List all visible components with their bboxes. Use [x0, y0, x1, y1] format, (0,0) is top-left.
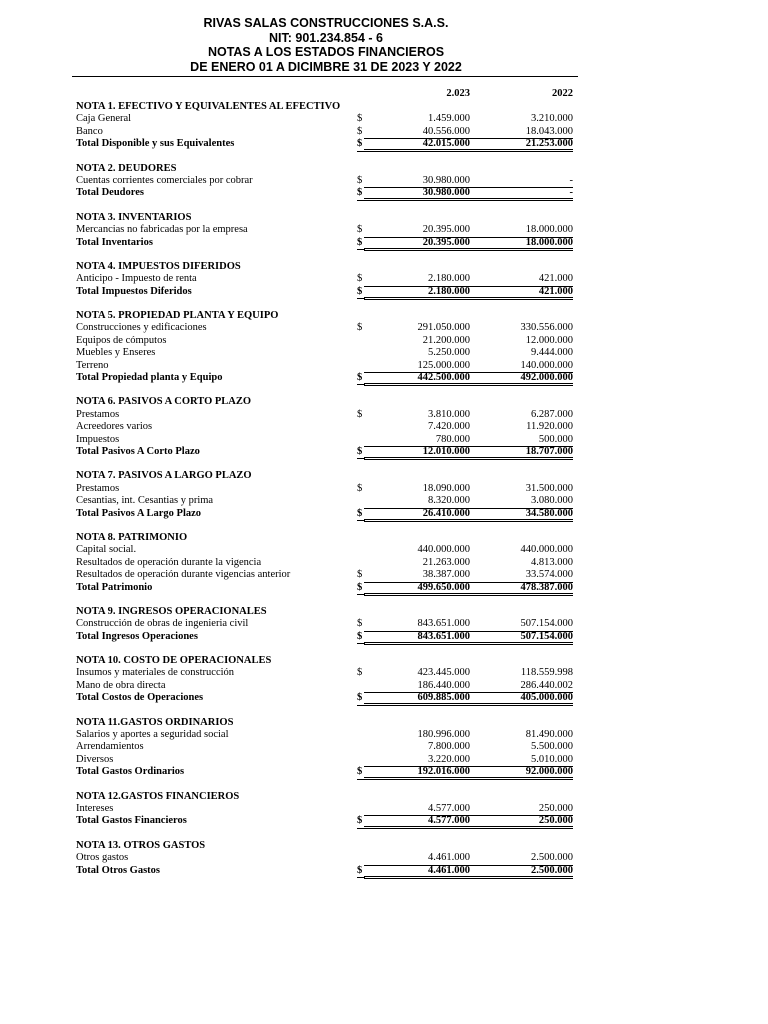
total-row [0, 286, 768, 298]
currency-symbol: $ [357, 138, 365, 151]
line-item-row [0, 126, 768, 138]
document-period: DE ENERO 01 A DICIMBRE 31 DE 2023 Y 2022 [190, 59, 462, 74]
line-item-row [0, 335, 768, 347]
note-title-row [0, 101, 768, 113]
note-section [0, 310, 768, 384]
total-label: Total Deudores [76, 187, 144, 199]
note-title: NOTA 6. PASIVOS A CORTO PLAZO [76, 396, 252, 408]
amount-2023: 21.200.000 [422, 334, 470, 346]
currency-symbol: $ [357, 408, 363, 420]
amount-2023: 4.577.000 [364, 815, 470, 829]
amount-2022: - [467, 187, 573, 201]
note-section [0, 791, 768, 828]
note-section [0, 532, 768, 594]
amount-2022: 34.580.000 [467, 508, 573, 522]
note-title: NOTA 2. DEUDORES [76, 162, 177, 174]
line-item-row [0, 557, 768, 569]
document-header [0, 16, 652, 74]
amount-2023: 843.651.000 [364, 631, 470, 645]
note-title-row [0, 655, 768, 667]
total-label: Total Pasivos A Largo Plazo [76, 507, 202, 519]
total-label: Total Impuestos Diferidos [76, 285, 192, 297]
amount-2022: 2.500.000 [467, 865, 573, 879]
amount-2022: 5.010.000 [467, 754, 573, 767]
currency-symbol: $ [357, 174, 363, 186]
line-item-row [0, 322, 768, 334]
total-row [0, 187, 768, 199]
amount-2023: 192.016.000 [364, 766, 470, 780]
amount-2023: 125.000.000 [364, 360, 470, 373]
currency-symbol: $ [357, 766, 365, 779]
amount-2022: 250.000 [467, 815, 573, 829]
total-row [0, 446, 768, 458]
amount-2023: 30.980.000 [364, 175, 470, 188]
amount-2022: 500.000 [467, 434, 573, 447]
amount-2023: 8.320.000 [364, 495, 470, 508]
note-title: NOTA 12.GASTOS FINANCIEROS [76, 790, 240, 802]
line-item-label: Resultados de operación durante vigencias anterior [76, 569, 291, 581]
amount-2022: 118.559.998 [520, 667, 573, 679]
amount-2023: 843.651.000 [364, 618, 470, 631]
note-title: NOTA 10. COSTO DE OPERACIONALES [76, 655, 272, 667]
line-item-row [0, 667, 768, 679]
amount-2022: 421.000 [467, 286, 573, 300]
amount-2022: 18.043.000 [467, 126, 573, 139]
line-item-label: Insumos y materiales de construcción [76, 667, 235, 679]
column-headers [0, 88, 768, 102]
amount-2023: 7.420.000 [428, 421, 470, 433]
company-nit: NIT: 901.234.854 - 6 [269, 30, 383, 45]
line-item-label: Anticipo - Impuesto de renta [76, 273, 197, 285]
total-label: Total Gastos Financieros [76, 815, 187, 827]
note-title-row [0, 840, 768, 852]
note-title-row [0, 717, 768, 729]
total-row [0, 766, 768, 778]
total-label: Total Otros Gastos [76, 864, 161, 876]
line-item-row [0, 483, 768, 495]
amount-2023: 20.395.000 [364, 224, 470, 237]
amount-2023: 2.180.000 [364, 273, 470, 286]
total-row [0, 237, 768, 249]
note-title-row [0, 470, 768, 482]
amount-2022: 492.000.000 [467, 372, 573, 386]
total-label: Total Inventarios [76, 236, 153, 248]
amount-2023: 291.050.000 [417, 322, 470, 334]
amount-2023: 30.980.000 [364, 187, 470, 201]
total-label: Total Costos de Operaciones [76, 692, 204, 704]
line-item-row [0, 113, 768, 125]
amount-2022: 33.574.000 [467, 569, 573, 582]
amount-2022: 4.813.000 [531, 556, 573, 568]
currency-symbol: $ [357, 508, 365, 521]
note-title: NOTA 7. PASIVOS A LARGO PLAZO [76, 470, 252, 482]
line-item-row [0, 360, 768, 372]
line-item-label: Caja General [76, 113, 132, 125]
note-title-row [0, 163, 768, 175]
line-item-label: Capital social. [76, 544, 137, 556]
amount-2023: 42.015.000 [364, 138, 470, 152]
line-item-row [0, 618, 768, 630]
line-item-label: Prestamos [76, 482, 120, 494]
line-item-row [0, 421, 768, 433]
note-title: NOTA 4. IMPUESTOS DIFERIDOS [76, 260, 241, 272]
amount-2022: 11.920.000 [526, 421, 573, 433]
amount-2023: 4.461.000 [364, 865, 470, 879]
amount-2022: 330.556.000 [520, 322, 573, 334]
amount-2022: 507.154.000 [467, 631, 573, 645]
company-name: RIVAS SALAS CONSTRUCCIONES S.A.S. [203, 16, 449, 30]
amount-2023: 1.459.000 [428, 113, 470, 125]
total-row [0, 582, 768, 594]
note-section [0, 163, 768, 200]
amount-2022: 12.000.000 [525, 334, 573, 346]
line-item-label: Cesantias, int. Cesantias y prima [76, 495, 214, 507]
note-title-row [0, 606, 768, 618]
currency-symbol: $ [357, 446, 365, 459]
note-title-row [0, 261, 768, 273]
line-item-row [0, 569, 768, 581]
currency-symbol: $ [357, 618, 363, 630]
amount-2023: 186.440.000 [364, 680, 470, 693]
amount-2023: 5.250.000 [428, 347, 470, 359]
note-section [0, 717, 768, 779]
amount-2022: 440.000.000 [520, 544, 573, 556]
line-item-row [0, 495, 768, 507]
currency-symbol: $ [357, 273, 363, 285]
total-label: Total Pasivos A Corto Plazo [76, 445, 200, 457]
amount-2022: 286.440.002 [467, 680, 573, 693]
total-row [0, 631, 768, 643]
amount-2022: 92.000.000 [467, 766, 573, 780]
amount-2023: 4.461.000 [364, 852, 470, 865]
amount-2022: 478.387.000 [467, 582, 573, 596]
line-item-row [0, 347, 768, 359]
amount-2022: 5.500.000 [531, 741, 573, 753]
total-label: Total Ingresos Operaciones [76, 630, 198, 642]
line-item-label: Impuestos [76, 433, 120, 445]
header-divider [72, 76, 578, 77]
amount-2023: 3.810.000 [428, 408, 470, 420]
currency-symbol: $ [357, 692, 365, 705]
amount-2023: 18.090.000 [422, 482, 470, 494]
note-section [0, 840, 768, 877]
amount-2023: 7.800.000 [428, 741, 470, 753]
column-year-2022: 2022 [552, 88, 573, 99]
line-item-row [0, 544, 768, 556]
line-item-label: Diversos [76, 753, 114, 765]
amount-2022: 18.000.000 [467, 224, 573, 237]
total-row [0, 692, 768, 704]
amount-2022: 18.000.000 [467, 237, 573, 251]
note-title: NOTA 13. OTROS GASTOS [76, 839, 206, 851]
amount-2023: 2.180.000 [364, 286, 470, 300]
amount-2023: 26.410.000 [364, 508, 470, 522]
amount-2023: 180.996.000 [417, 729, 470, 741]
line-item-row [0, 852, 768, 864]
currency-symbol: $ [357, 125, 363, 137]
column-year-2023: 2.023 [446, 88, 470, 99]
amount-2022: 81.490.000 [525, 729, 573, 741]
line-item-label: Cuentas corrientes comerciales por cobrar [76, 174, 253, 186]
total-row [0, 372, 768, 384]
total-label: Total Patrimonio [76, 581, 153, 593]
currency-symbol: $ [357, 667, 363, 679]
currency-symbol: $ [357, 372, 365, 385]
line-item-label: Arrendamientos [76, 741, 144, 753]
note-section [0, 470, 768, 520]
note-section [0, 655, 768, 705]
notes-list [0, 101, 768, 889]
total-row [0, 865, 768, 877]
amount-2023: 40.556.000 [364, 126, 470, 139]
amount-2022: 3.210.000 [531, 113, 573, 125]
amount-2023: 21.263.000 [422, 556, 470, 568]
currency-symbol: $ [357, 865, 365, 878]
line-item-row [0, 680, 768, 692]
currency-symbol: $ [357, 569, 363, 581]
line-item-label: Muebles y Enseres [76, 347, 156, 359]
currency-symbol: $ [357, 237, 365, 250]
line-item-row [0, 741, 768, 753]
note-title-row [0, 791, 768, 803]
note-title-row [0, 212, 768, 224]
note-title: NOTA 8. PATRIMONIO [76, 531, 188, 543]
amount-2023: 4.577.000 [364, 803, 470, 816]
total-row [0, 138, 768, 150]
currency-symbol: $ [357, 286, 365, 299]
amount-2023: 38.387.000 [364, 569, 470, 582]
line-item-label: Acreedores varios [76, 421, 153, 433]
amount-2022: 421.000 [467, 273, 573, 286]
line-item-label: Construcciones y edificaciones [76, 322, 207, 334]
line-item-row [0, 224, 768, 236]
note-section [0, 101, 768, 151]
line-item-label: Equipos de cómputos [76, 334, 167, 346]
line-item-row [0, 273, 768, 285]
amount-2023: 423.445.000 [417, 667, 470, 679]
line-item-label: Intereses [76, 802, 114, 814]
currency-symbol: $ [357, 187, 365, 200]
currency-symbol: $ [357, 322, 363, 334]
amount-2022: 3.080.000 [467, 495, 573, 508]
line-item-row [0, 754, 768, 766]
note-section [0, 261, 768, 298]
currency-symbol: $ [357, 582, 365, 595]
line-item-row [0, 803, 768, 815]
currency-symbol: $ [357, 113, 363, 125]
line-item-label: Terreno [76, 359, 109, 371]
note-title: NOTA 3. INVENTARIOS [76, 211, 192, 223]
line-item-row [0, 434, 768, 446]
amount-2022: 18.707.000 [467, 446, 573, 460]
note-section [0, 606, 768, 643]
amount-2023: 442.500.000 [364, 372, 470, 386]
amount-2023: 12.010.000 [364, 446, 470, 460]
currency-symbol: $ [357, 224, 363, 236]
total-label: Total Disponible y sus Equivalentes [76, 138, 235, 150]
total-row [0, 508, 768, 520]
amount-2023: 440.000.000 [417, 544, 470, 556]
currency-symbol: $ [357, 815, 365, 828]
line-item-label: Otros gastos [76, 852, 129, 864]
line-item-label: Construcción de obras de ingenieria civil [76, 618, 249, 630]
amount-2022: - [467, 175, 573, 188]
amount-2022: 405.000.000 [467, 692, 573, 706]
amount-2023: 20.395.000 [364, 237, 470, 251]
document-title: NOTAS A LOS ESTADOS FINANCIEROS [207, 45, 445, 59]
amount-2023: 609.885.000 [364, 692, 470, 706]
amount-2023: 3.220.000 [364, 754, 470, 767]
line-item-label: Mano de obra directa [76, 679, 166, 691]
amount-2022: 140.000.000 [467, 360, 573, 373]
line-item-label: Banco [76, 125, 103, 137]
currency-symbol: $ [357, 482, 363, 494]
line-item-label: Mercancias no fabricadas por la empresa [76, 224, 248, 236]
amount-2023: 499.650.000 [364, 582, 470, 596]
amount-2022: 9.444.000 [531, 347, 573, 359]
note-section [0, 212, 768, 249]
note-title-row [0, 532, 768, 544]
total-label: Total Gastos Ordinarios [76, 766, 185, 778]
amount-2022: 6.287.000 [531, 408, 573, 420]
amount-2023: 780.000 [364, 434, 470, 447]
amount-2022: 507.154.000 [467, 618, 573, 631]
note-section [0, 396, 768, 458]
note-title: NOTA 9. INGRESOS OPERACIONALES [76, 605, 267, 617]
note-title: NOTA 1. EFECTIVO Y EQUIVALENTES AL EFECTIVO [76, 101, 341, 112]
amount-2022: 31.500.000 [525, 482, 573, 494]
line-item-row [0, 409, 768, 421]
note-title: NOTA 5. PROPIEDAD PLANTA Y EQUIPO [76, 310, 279, 322]
note-title-row [0, 396, 768, 408]
amount-2022: 2.500.000 [467, 852, 573, 865]
amount-2022: 250.000 [467, 803, 573, 816]
line-item-row [0, 175, 768, 187]
total-row [0, 815, 768, 827]
note-title-row [0, 310, 768, 322]
line-item-label: Resultados de operación durante la vigencia [76, 556, 262, 568]
note-title: NOTA 11.GASTOS ORDINARIOS [76, 716, 234, 728]
currency-symbol: $ [357, 631, 365, 644]
total-label: Total Propiedad planta y Equipo [76, 372, 223, 384]
line-item-label: Salarios y aportes a seguridad social [76, 729, 229, 741]
amount-2022: 21.253.000 [467, 138, 573, 152]
line-item-label: Prestamos [76, 408, 120, 420]
line-item-row [0, 729, 768, 741]
